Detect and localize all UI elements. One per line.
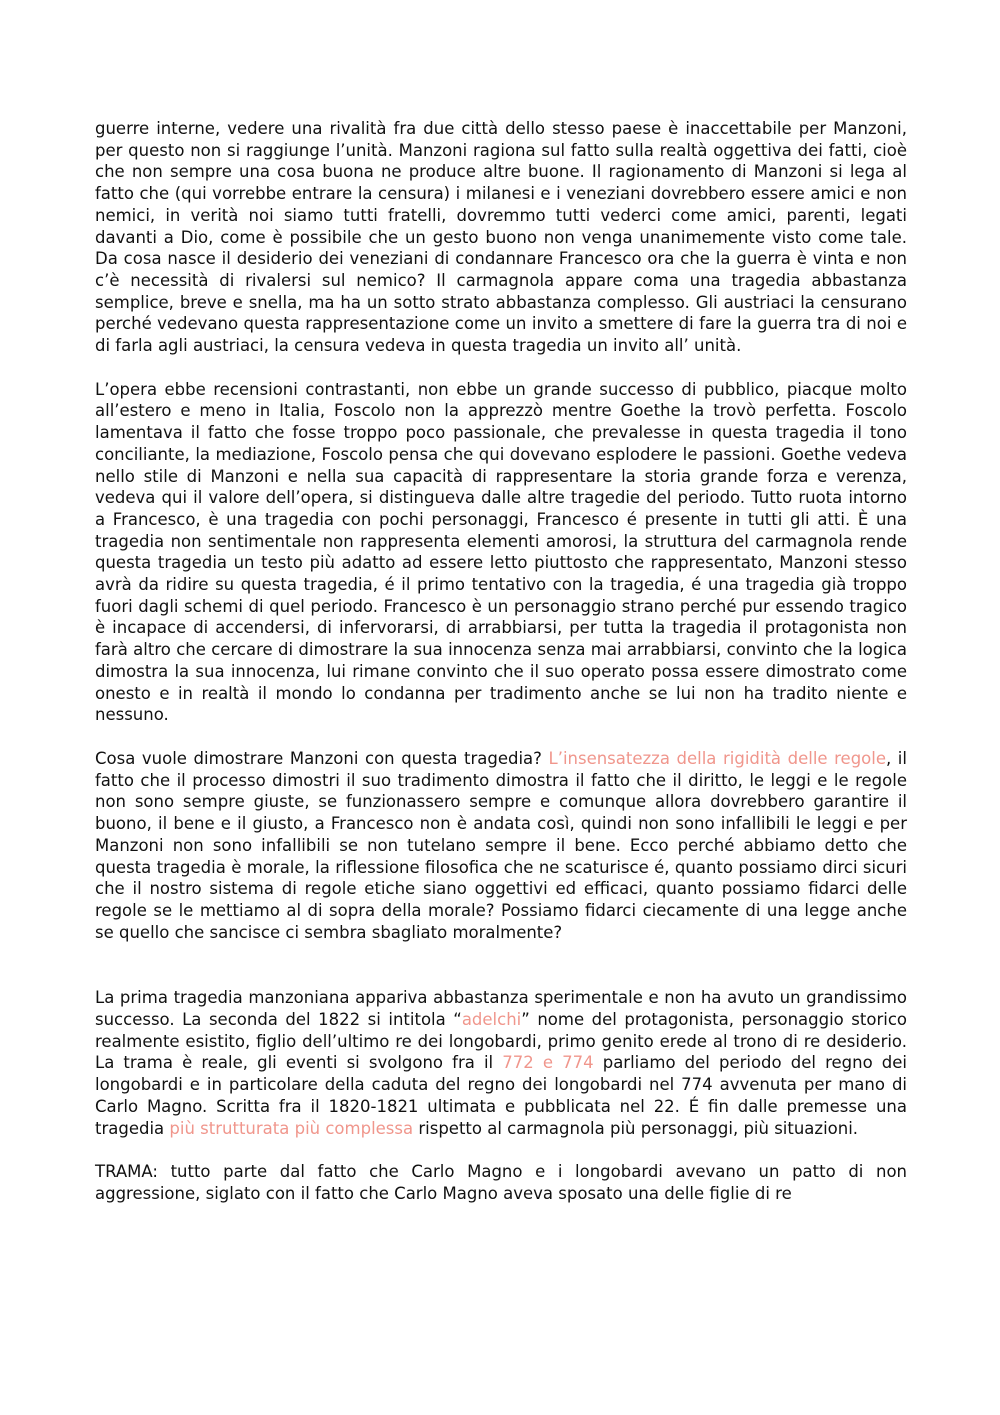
text-segment: guerre interne, vedere una rivalità fra due città dello stesso paese è inaccettabile per Manzoni, per questo non si raggiunge l’unità. Manzoni ragiona sul fatto sulla realtà oggettiva dei fatti, cioè che non sempre una cosa buona ne produce altre buone. Il ragionamento di Manzoni si lega al fatto che (qui vorrebbe entrare la censura) i milanesi e i veneziani dovrebbero essere amici e non nemici, in verità noi siamo tutti fratelli, dovremmo tutti vederci come amici, parenti, legati davanti a Dio, come è possibile che un gesto buono non venga unanimemente visto come tale. Da cosa nasce il desiderio dei veneziani di condannare Francesco ora che la guerra è vinta e non c’è necessità di rivalersi sul nemico? Il carmagnola appare coma una tragedia abbastanza semplice, breve e snella, ma ha un sotto strato abbastanza complesso. Gli austriaci la censurano perché vedevano questa rappresentazione come un invito a smettere di fare la guerra tra di noi e di farla agli austriaci, la censura vedeva in questa tragedia un invito all’ unità. [95, 119, 907, 356]
text-segment: parliamo del periodo del regno dei longobardi e in particolare della caduta del regno dei longobardi nel 774 avvenuta per mano di Carlo Magno. Scritta fra il 1820-1821 ultimata e pubblicata nel 22. É fin dalle premesse una tragedia [95, 1053, 907, 1138]
paragraph-recensioni [95, 379, 907, 726]
paragraph-trama [95, 1161, 907, 1204]
highlighted-text: L’insensatezza della rigidità delle regole [548, 748, 886, 768]
text-segment: , il fatto che il processo dimostri il suo tradimento dimostra il fatto che il diritto, le leggi e le regole non sono sempre giuste, se funzionassero sempre e comunque allora dovrebbero garantire il buono, il bene e il giusto, a Francesco non è andata così, quindi non sono infallibili le leggi e per Manzoni non sono infallibili se non tutelano sempre il bene. Ecco perché abbiamo detto che questa tragedia è morale, la riflessione filosofica che ne scaturisce é, quanto possiamo dirci sicuri che il nostro sistema di regole etiche siano oggettivi ed efficaci, quanto possiamo fidarci delle regole se le mettiamo al di sopra della morale? Possiamo fidarci ciecamente di una legge anche se quello che sancisce ci sembra sbagliato moralmente? [95, 748, 907, 942]
highlighted-text: adelchi [461, 1010, 522, 1030]
paragraph-adelchi [95, 987, 907, 1139]
document-page [95, 118, 907, 1227]
text-segment: L’opera ebbe recensioni contrastanti, non ebbe un grande successo di pubblico, piacque molto all’estero e meno in Italia, Foscolo non la apprezzò mentre Goethe la trovò perfetta. Foscolo lamentava il fatto che fosse troppo poco passionale, che prevalesse in questa tragedia il tono conciliante, la mediazione, Foscolo pensa che qui dovevano esplodere le passioni. Goethe vedeva nello stile di Manzoni e nella sua capacità di rappresentare la storia grande forza e verenza, vedeva qui il valore dell’opera, si distingueva dalle altre tragedie del periodo. Tutto ruota intorno a Francesco, è una tragedia con pochi personaggi, Francesco é presente in tutti gli atti. È una tragedia non sentimentale non rappresenta elementi amorosi, la struttura del carmagnola rende questa tragedia un testo più adatto ad essere letto piuttosto che rappresentato, Manzoni stesso avrà da ridire su questa tragedia, é il primo tentativo con la tragedia, é una tragedia già troppo fuori dagli schemi di quel periodo. Francesco è un personaggio strano perché pur essendo tragico è incapace di accendersi, di infervorarsi, di arrabbiarsi, per tutta la tragedia il protagonista non farà altro che cercare di dimostrare la sua innocenza senza mai arrabbiarsi, convinto che la logica dimostra la sua innocenza, lui rimane convinto che il suo operato possa essere dimostrato come onesto e in realtà il mondo lo condanna per tradimento anche se lui non ha tradito niente e nessuno. [95, 379, 907, 725]
paragraph-dimostrare [95, 748, 907, 943]
paragraph-carmagnola-censura [95, 118, 907, 357]
text-segment: ” nome del protagonista, personaggio storico realmente esistito, figlio dell’ultimo re dei longobardi, primo genito erede al trono di re desiderio. La trama è reale, gli eventi si svolgono fra il [95, 1010, 907, 1073]
text-segment: rispetto al carmagnola più personaggi, più situazioni. [413, 1118, 859, 1138]
text-segment: La prima tragedia manzoniana appariva abbastanza sperimentale e non ha avuto un grandissimo successo. La seconda del 1822 si intitola “ [95, 988, 907, 1030]
text-segment: TRAMA: tutto parte dal fatto che Carlo Magno e i longobardi avevano un patto di non aggressione, siglato con il fatto che Carlo Magno aveva sposato una delle figlie di re [95, 1162, 907, 1203]
text-segment: Cosa vuole dimostrare Manzoni con questa tragedia? [95, 748, 549, 768]
highlighted-text: più strutturata più complessa [169, 1118, 414, 1138]
highlighted-text: 772 e 774 [502, 1053, 594, 1073]
